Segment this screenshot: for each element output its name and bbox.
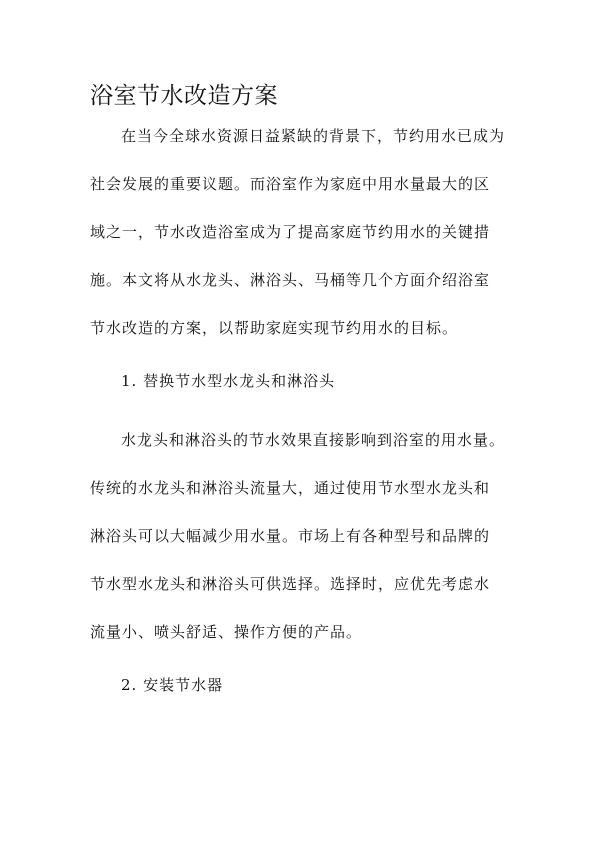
paragraph-line: 流量小、喷头舒适、操作方便的产品。 [90,623,363,641]
paragraph-line: 淋浴头可以大幅减少用水量。市场上有各种型号和品牌的 [90,527,491,545]
paragraph-line: 域之一，节水改造浴室成为了提高家庭节约用水的关键措 [90,223,491,241]
paragraph-line: 传统的水龙头和淋浴头流量大，通过使用节水型水龙头和 [90,479,491,497]
paragraph-line: 节水型水龙头和淋浴头可供选择。选择时，应优先考虑水 [90,575,491,593]
paragraph-line: 水龙头和淋浴头的节水效果直接影响到浴室的用水量。 [121,431,506,449]
document-title: 浴室节水改造方案 [90,83,278,109]
section-1-paragraph [90,416,520,656]
paragraph-line: 社会发展的重要议题。而浴室作为家庭中用水量最大的区 [90,175,491,193]
paragraph-line: 施。本文将从水龙头、淋浴头、马桶等几个方面介绍浴室 [90,271,491,289]
intro-paragraph [90,112,520,352]
section-heading-1: 1. 替换节水型水龙头和淋浴头 [121,372,336,390]
section-heading-2: 2. 安装节水器 [121,676,224,694]
paragraph-line: 节水改造的方案，以帮助家庭实现节约用水的目标。 [90,319,459,337]
paragraph-line: 在当今全球水资源日益紧缺的背景下，节约用水已成为 [121,127,506,145]
